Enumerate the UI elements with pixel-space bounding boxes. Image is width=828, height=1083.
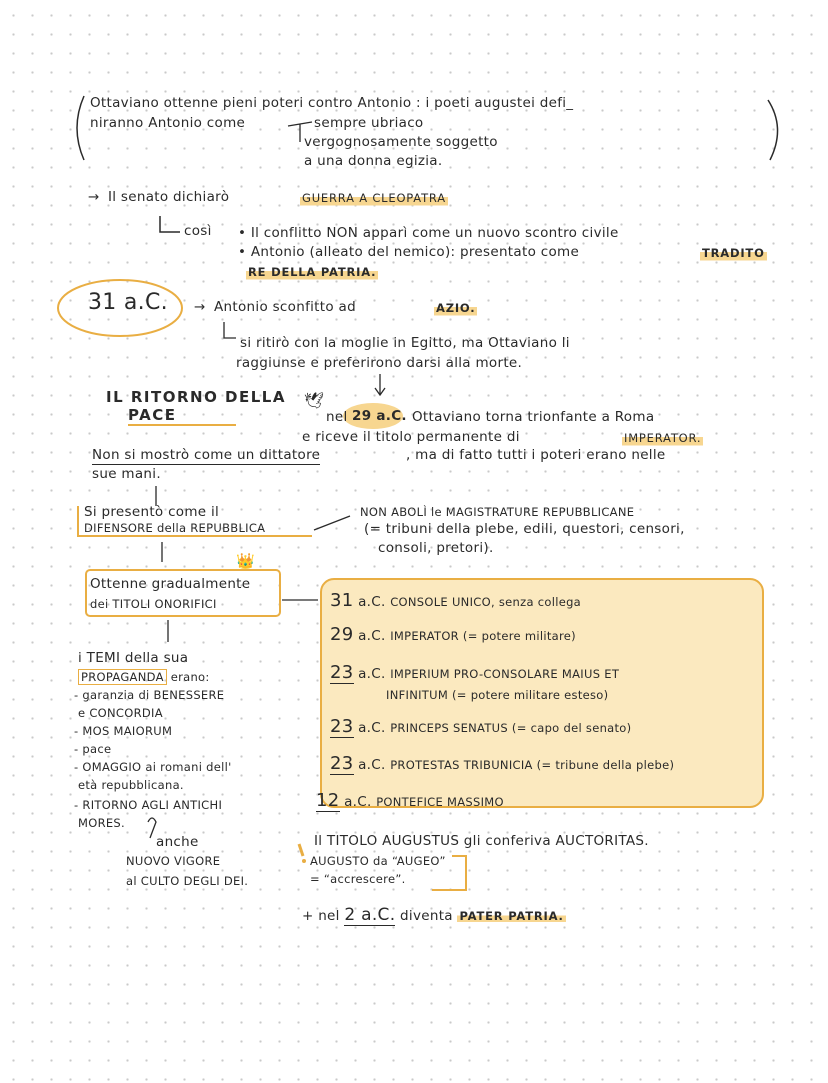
titolo-row: 31 a.C. CONSOLE UNICO, senza collega: [330, 590, 582, 611]
temi-line-4: e CONCORDIA: [78, 706, 163, 720]
intro-branch-3: a una donna egizia.: [304, 153, 443, 169]
difensore-line-1: Si presentò come il: [84, 504, 220, 520]
cosi-label: così: [184, 223, 212, 239]
azio-line-1: si ritirò con la moglie in Egitto, ma Ottaviano li: [240, 335, 570, 351]
azio-line-2: raggiunse e preferirono darsi alla morte.: [236, 355, 523, 371]
ritorno-year: 29 a.C.: [352, 408, 407, 424]
titolo-row: 12 a.C. PONTEFICE MASSIMO: [316, 790, 504, 811]
abolì-line-2: (= tribuni della plebe, edili, questori, censori,: [364, 521, 685, 537]
senate-arrow: →: [88, 189, 100, 205]
ritorno-title-2: PACE: [128, 406, 236, 426]
titolo-row: 29 a.C. IMPERATOR (= potere militare): [330, 624, 576, 645]
augustus-line-4: + nel 2 a.C. diventa PATER PATRIA.: [302, 905, 564, 925]
temi-line-6: - pace: [74, 742, 112, 756]
azio-year: 31 a.C.: [88, 290, 168, 315]
titoli-line-2: dei TITOLI ONORIFICI: [90, 597, 217, 611]
senate-point-2: • Antonio (alleato del nemico): presentato come: [238, 244, 580, 260]
titolo-row: 23 a.C. PRINCEPS SENATUS (= capo del senato): [330, 716, 632, 737]
crown-icon: 👑: [236, 552, 255, 570]
temi-anche: anche: [156, 834, 199, 850]
senate-traditore-a: TRADITO: [702, 246, 765, 260]
senate-traditore-b: RE DELLA PATRIA.: [248, 265, 377, 279]
ritorno-nel: nel: [326, 409, 348, 425]
ritorno-dittatore: Non si mostrò come un dittatore: [92, 447, 321, 463]
augustus-line-2: AUGUSTO da “AUGEO”: [310, 854, 446, 868]
abolì-line-1: NON ABOLÌ le MAGISTRATURE REPUBBLICANE: [360, 505, 635, 519]
intro-line-1: Ottaviano ottenne pieni poteri contro Antonio : i poeti augustei defi_: [90, 95, 574, 111]
temi-line-9: - RITORNO AGLI ANTICHI: [74, 798, 223, 812]
temi-line-8: età repubblicana.: [78, 778, 184, 792]
intro-branch-2: vergognosamente soggetto: [304, 134, 498, 150]
temi-line-2: PROPAGANDA erano:: [78, 668, 210, 686]
titolo-row: 23 a.C. PROTESTAS TRIBUNICIA (= tribune della plebe): [330, 753, 675, 774]
difensore-line-2: DIFENSORE della REPUBBLICA: [84, 521, 266, 535]
temi-line-10: MORES.: [78, 816, 125, 830]
ritorno-imperator: IMPERATOR.: [624, 431, 702, 445]
ritorno-line-1: Ottaviano torna trionfante a Roma: [412, 409, 655, 425]
titolo-row-cont: INFINITUM (= potere militare esteso): [386, 688, 609, 702]
temi-line-1: i TEMI della sua: [78, 650, 189, 666]
intro-line-2: niranno Antonio come: [90, 115, 246, 131]
azio-place: AZIO.: [436, 301, 476, 315]
augustus-line-1: Il TITOLO AUGUSTUS gli conferiva AUCTORITAS.: [314, 833, 649, 849]
ritorno-line-2: e riceve il titolo permanente di: [302, 429, 520, 445]
temi-line-5: - MOS MAIORUM: [74, 724, 173, 738]
azio-arrow: →: [194, 299, 206, 315]
temi-line-7: - OMAGGIO ai romani dell': [74, 760, 232, 774]
titolo-row: 23 a.C. IMPERIUM PRO-CONSOLARE MAIUS ET: [330, 662, 620, 683]
ritorno-line-3: , ma di fatto tutti i poteri erano nelle: [406, 447, 666, 463]
abolì-line-3: consoli, pretori).: [378, 540, 494, 556]
senate-war: GUERRA A CLEOPATRA: [302, 191, 446, 205]
azio-text: Antonio sconfitto ad: [214, 299, 356, 315]
temi-culto: al CULTO DEGLI DEI.: [126, 874, 249, 888]
augustus-line-3: = “accrescere”.: [310, 872, 406, 886]
dove-icon: 🕊: [304, 391, 325, 410]
ritorno-title-1: IL RITORNO DELLA: [106, 388, 286, 406]
senate-point-1: • Il conflitto NON apparì come un nuovo scontro civile: [238, 225, 619, 241]
titoli-line-1: Ottenne gradualmente: [90, 576, 251, 592]
senate-text: Il senato dichiarò: [108, 189, 230, 205]
ritorno-line-4: sue mani.: [92, 466, 161, 482]
temi-line-3: - garanzia di BENESSERE: [74, 688, 225, 702]
temi-vigore: NUOVO VIGORE: [126, 854, 221, 868]
intro-branch-1: sempre ubriaco: [314, 115, 424, 131]
